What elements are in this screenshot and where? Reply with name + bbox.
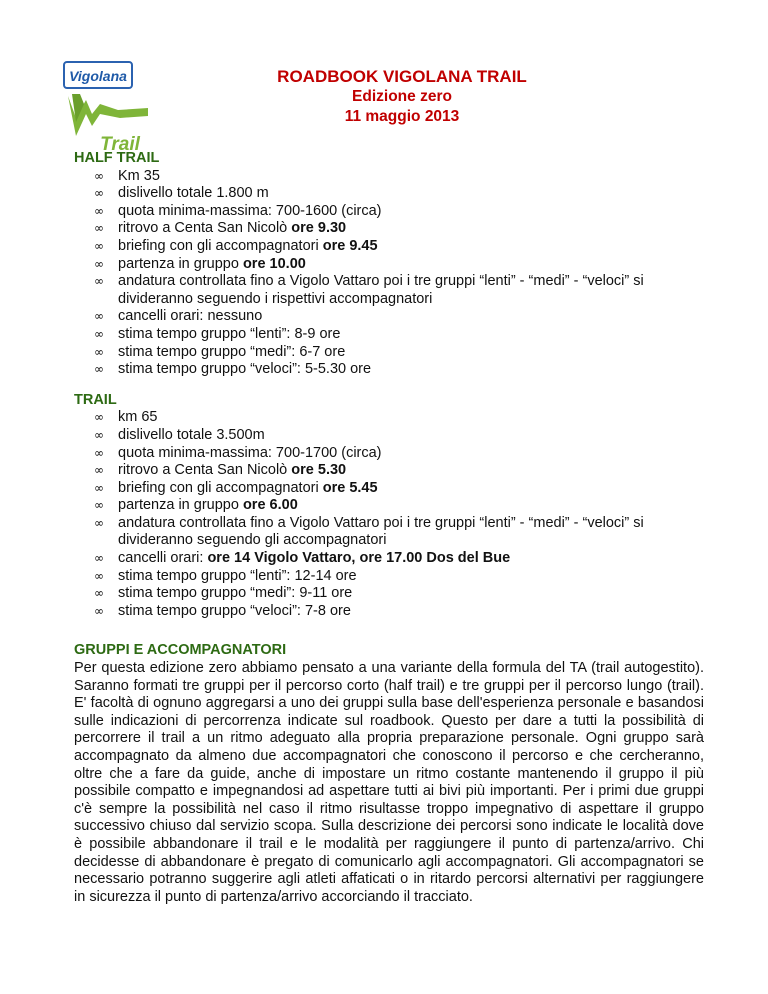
bullet-icon: ∞: [94, 445, 104, 460]
list-item: [74, 344, 704, 362]
document-body: [74, 150, 704, 906]
list-item: [74, 409, 704, 427]
list-item-text: cancelli orari: nessuno: [118, 308, 263, 325]
bullet-icon: ∞: [94, 344, 104, 359]
list-item-bold: ore 6.00: [242, 497, 298, 514]
bullet-icon: ∞: [94, 186, 104, 201]
bullet-icon: ∞: [94, 568, 104, 583]
list-item-text: partenza in gruppo: [118, 497, 243, 514]
bullet-icon: ∞: [94, 221, 104, 236]
list-item-text: stima tempo gruppo “medi”: 6-7 ore: [118, 343, 346, 360]
list-item-bold: ore 9.30: [291, 220, 347, 237]
list-item: [74, 550, 704, 568]
bullet-icon: ∞: [94, 463, 104, 478]
list-item-bold: ore 5.30: [291, 462, 347, 479]
gruppi-paragraph: Per questa edizione zero abbiamo pensato a una variante della formula del TA (trail autogestito). Saranno formati tre gruppi per il percorso corto (half trail) e tre gruppi per il percorso lungo (trail). E' facoltà di ognuno aggregarsi a uno dei gruppi sulla base dell'esperienza personale e basandosi sulle indicazioni di percorrenza indicate sul roadbook. Questo per dare a tutti la possibilità di percorrere il trail a un ritmo adeguato alla propria preparazione personale. Ogni gruppo sarà accompagnato da almeno due accompagnatori che conoscono il percorso e che cercheranno, oltre che a fare da guide, anche di impostare un ritmo costante mantenendo il gruppo il più possibile compatto e impegnandosi ad aspettare tutti ai bivi più importanti. Per i primi due gruppi c'è sempre la possibilità nel caso il ritmo risultasse troppo impegnativo di aspettare il gruppo successivo chiuso dal servizio scopa. Sulla descrizione dei percorsi sono indicate le località dove è possibile abbandonare il trail e le modalità per raggiungere il punto di partenza/arrivo. Chi decidesse di abbandonare è pregato di comunicarlo agli accompagnatori. Gli accompagnatori se necessario potranno suggerire agli atleti affaticati o in ritardo percorsi alternativi per raggiungere in sicurezza il punto di partenza/arrivo accorciando il tracciato.: [74, 660, 704, 905]
bullet-icon: ∞: [94, 168, 104, 183]
list-item-text: stima tempo gruppo “lenti”: 12-14 ore: [118, 567, 357, 584]
bullet-icon: ∞: [94, 480, 104, 495]
list-item-bold: ore 5.45: [322, 479, 378, 496]
list-item: [74, 462, 704, 480]
list-item-text: partenza in gruppo: [118, 255, 243, 272]
list-item-text: Km 35: [118, 167, 160, 184]
document-edition: Edizione zero: [352, 88, 452, 105]
list-item-text: stima tempo gruppo “lenti”: 8-9 ore: [118, 325, 341, 342]
bullet-icon: ∞: [94, 498, 104, 513]
bullet-icon: ∞: [94, 256, 104, 271]
list-item: [74, 273, 704, 308]
list-item-text: dislivello totale 1.800 m: [118, 185, 269, 202]
list-item-text: stima tempo gruppo “veloci”: 7-8 ore: [118, 602, 351, 619]
bullet-icon: ∞: [94, 238, 104, 253]
list-item: [74, 515, 704, 550]
bullet-icon: ∞: [94, 603, 104, 618]
bullet-icon: ∞: [94, 203, 104, 218]
list-item: [74, 238, 704, 256]
trail-title: TRAIL: [74, 391, 117, 408]
list-item-text: dislivello totale 3.500m: [118, 426, 265, 443]
logo-word-bottom: Trail: [100, 134, 140, 155]
list-item-text: cancelli orari:: [118, 550, 208, 567]
list-item-text: km 65: [118, 409, 158, 426]
list-item: [74, 568, 704, 586]
list-item-bold: ore 10.00: [242, 255, 306, 272]
list-item: [74, 220, 704, 238]
list-item-text: briefing con gli accompagnatori: [118, 479, 323, 496]
list-item-text: andatura controllata fino a Vigolo Vattaro poi i tre gruppi “lenti” - “medi” - “veloci” si divideranno seguendo i rispettivi accompagnatori: [118, 273, 644, 307]
list-item: [74, 203, 704, 221]
bullet-icon: ∞: [94, 309, 104, 324]
list-item-text: andatura controllata fino a Vigolo Vattaro poi i tre gruppi “lenti” - “medi” - “veloci” si divideranno seguendo gli accompagnatori: [118, 514, 644, 549]
list-item-text: ritrovo a Centa San Nicolò: [118, 462, 292, 479]
document-header: [0, 67, 768, 127]
bullet-icon: ∞: [94, 410, 104, 425]
document-date: 11 maggio 2013: [344, 108, 460, 125]
gruppi-title: GRUPPI E ACCOMPAGNATORI: [74, 642, 287, 659]
list-item: [74, 603, 704, 621]
list-item-text: briefing con gli accompagnatori: [118, 237, 323, 254]
list-item-text: quota minima-massima: 700-1700 (circa): [118, 444, 382, 461]
list-item: [74, 361, 704, 379]
list-item: [74, 497, 704, 515]
list-item-bold: ore 14 Vigolo Vattaro, ore 17.00 Dos del Bue: [207, 550, 511, 567]
list-item: [74, 480, 704, 498]
list-item: [74, 308, 704, 326]
list-item: [74, 445, 704, 463]
bullet-icon: ∞: [94, 586, 104, 601]
list-item: [74, 427, 704, 445]
bullet-icon: ∞: [94, 427, 104, 442]
list-item-bold: ore 9.45: [322, 237, 378, 254]
half-trail-list: [74, 168, 704, 379]
list-item: [74, 326, 704, 344]
bullet-icon: ∞: [94, 551, 104, 566]
list-item: [74, 585, 704, 603]
bullet-icon: ∞: [94, 274, 104, 289]
document-title: ROADBOOK VIGOLANA TRAIL: [277, 67, 527, 86]
list-item-text: ritrovo a Centa San Nicolò: [118, 220, 292, 237]
half-trail-title: HALF TRAIL: [74, 150, 160, 166]
logo-word-top: Vigolana: [69, 68, 127, 84]
bullet-icon: ∞: [94, 326, 104, 341]
bullet-icon: ∞: [94, 515, 104, 530]
list-item-text: stima tempo gruppo “medi”: 9-11 ore: [118, 585, 353, 602]
list-item: [74, 185, 704, 203]
trail-list: [74, 409, 704, 620]
list-item-text: stima tempo gruppo “veloci”: 5-5.30 ore: [118, 361, 372, 378]
list-item-text: quota minima-massima: 700-1600 (circa): [118, 202, 382, 219]
list-item: [74, 256, 704, 274]
bullet-icon: ∞: [94, 362, 104, 377]
list-item: [74, 168, 704, 186]
